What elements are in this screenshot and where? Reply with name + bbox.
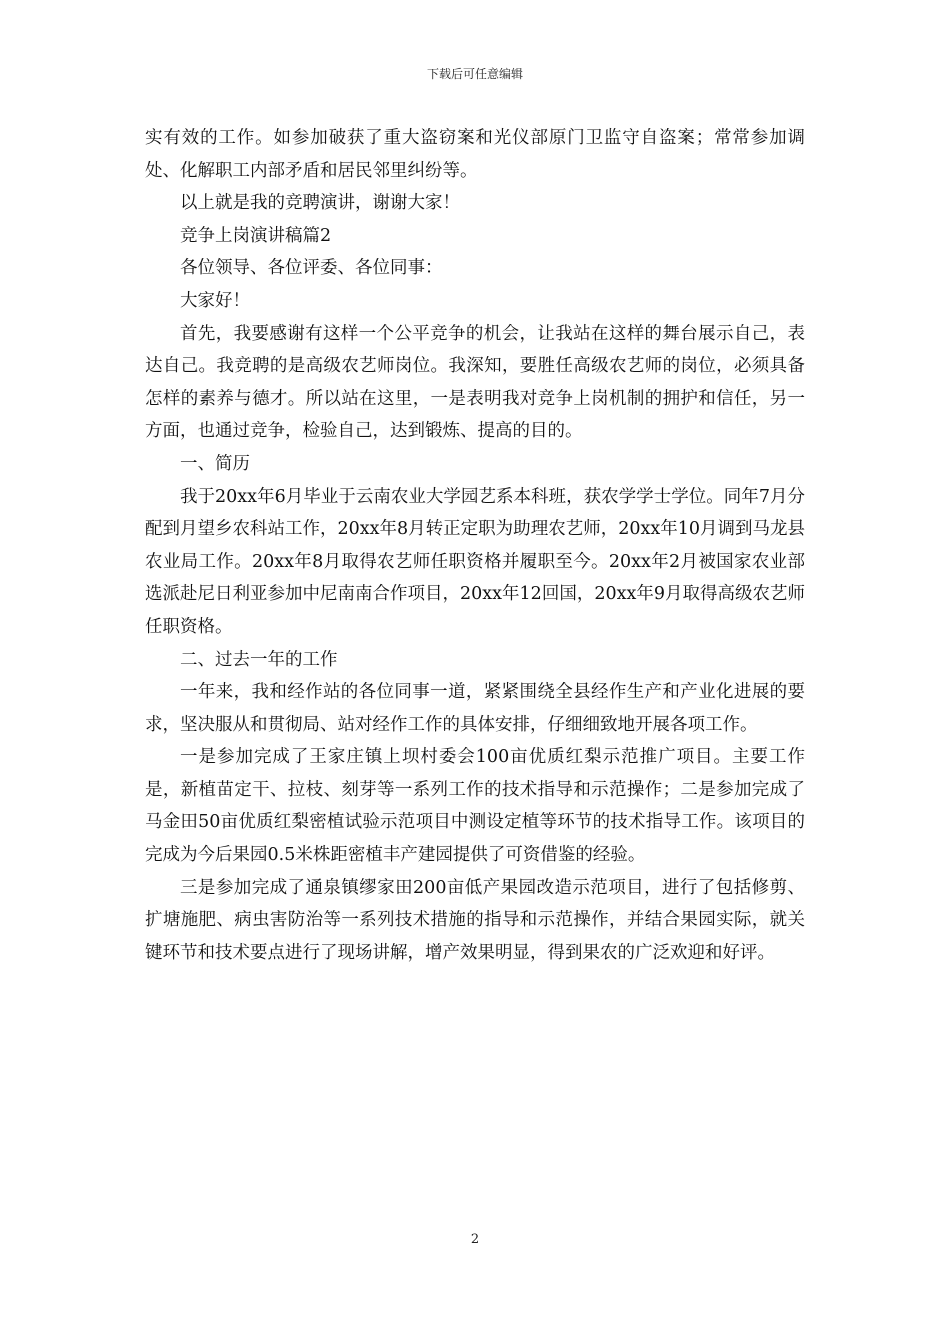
paragraph: 一是参加完成了王家庄镇上坝村委会100亩优质红梨示范推广项目。主要工作是，新植苗定干、拉枝、刻芽等一系列工作的技术指导和示范操作；二是参加完成了马金田50亩优质红梨密植试验示范项目中测设定植等环节的技术指导工作。该项目的完成为今后果园0.5米株距密植丰产建园提供了可资借鉴的经验。	[145, 747, 805, 866]
paragraph: 三是参加完成了通泉镇缪家田200亩低产果园改造示范项目，进行了包括修剪、扩塘施肥、病虫害防治等一系列技术措施的指导和示范操作，并结合果园实际，就关键环节和技术要点进行了现场讲解，增产效果明显，得到果农的广泛欢迎和好评。	[145, 877, 805, 963]
paragraph: 一年来，我和经作站的各位同事一道，紧紧围绕全县经作生产和产业化进展的要求，坚决服从和贯彻局、站对经作工作的具体安排，仔细细致地开展各项工作。	[145, 682, 805, 735]
salutation: 各位领导、各位评委、各位同事：	[180, 258, 443, 279]
section-title: 竞争上岗演讲稿篇2	[180, 225, 332, 246]
section-heading: 二、过去一年的工作	[180, 649, 338, 670]
section-heading: 一、简历	[180, 453, 250, 474]
page-header	[0, 66, 950, 82]
document-body	[145, 122, 805, 969]
paragraph: 我于20xx年6月毕业于云南农业大学园艺系本科班，获农学学士学位。同年7月分配到月望乡农科站工作，20xx年8月转正定职为助理农艺师，20xx年10月调到马龙县农业局工作。20xx年8月取得农艺师任职资格并履职至今。20xx年2月被国家农业部选派赴尼日利亚参加中尼南南合作项目，20xx年12回国，20xx年9月取得高级农艺师任职资格。	[145, 486, 805, 637]
paragraph: 实有效的工作。如参加破获了重大盗窃案和光仪部原门卫监守自盗案；常常参加调处、化解职工内部矛盾和居民邻里纠纷等。	[145, 128, 805, 181]
header-text: 下载后可任意编辑	[426, 67, 523, 81]
paragraph: 首先，我要感谢有这样一个公平竞争的机会，让我站在这样的舞台展示自己，表达自己。我竞聘的是高级农艺师岗位。我深知，要胜任高级农艺师的岗位，必须具备怎样的素养与德才。所以站在这里，一是表明我对竞争上岗机制的拥护和信任，另一方面，也通过竞争，检验自己，达到锻炼、提高的目的。	[145, 323, 805, 442]
page-number: 2	[470, 1232, 480, 1247]
closing-remark: 以上就是我的竞聘演讲，谢谢大家！	[180, 193, 460, 214]
page-footer	[0, 1232, 950, 1248]
greeting: 大家好！	[180, 290, 250, 311]
